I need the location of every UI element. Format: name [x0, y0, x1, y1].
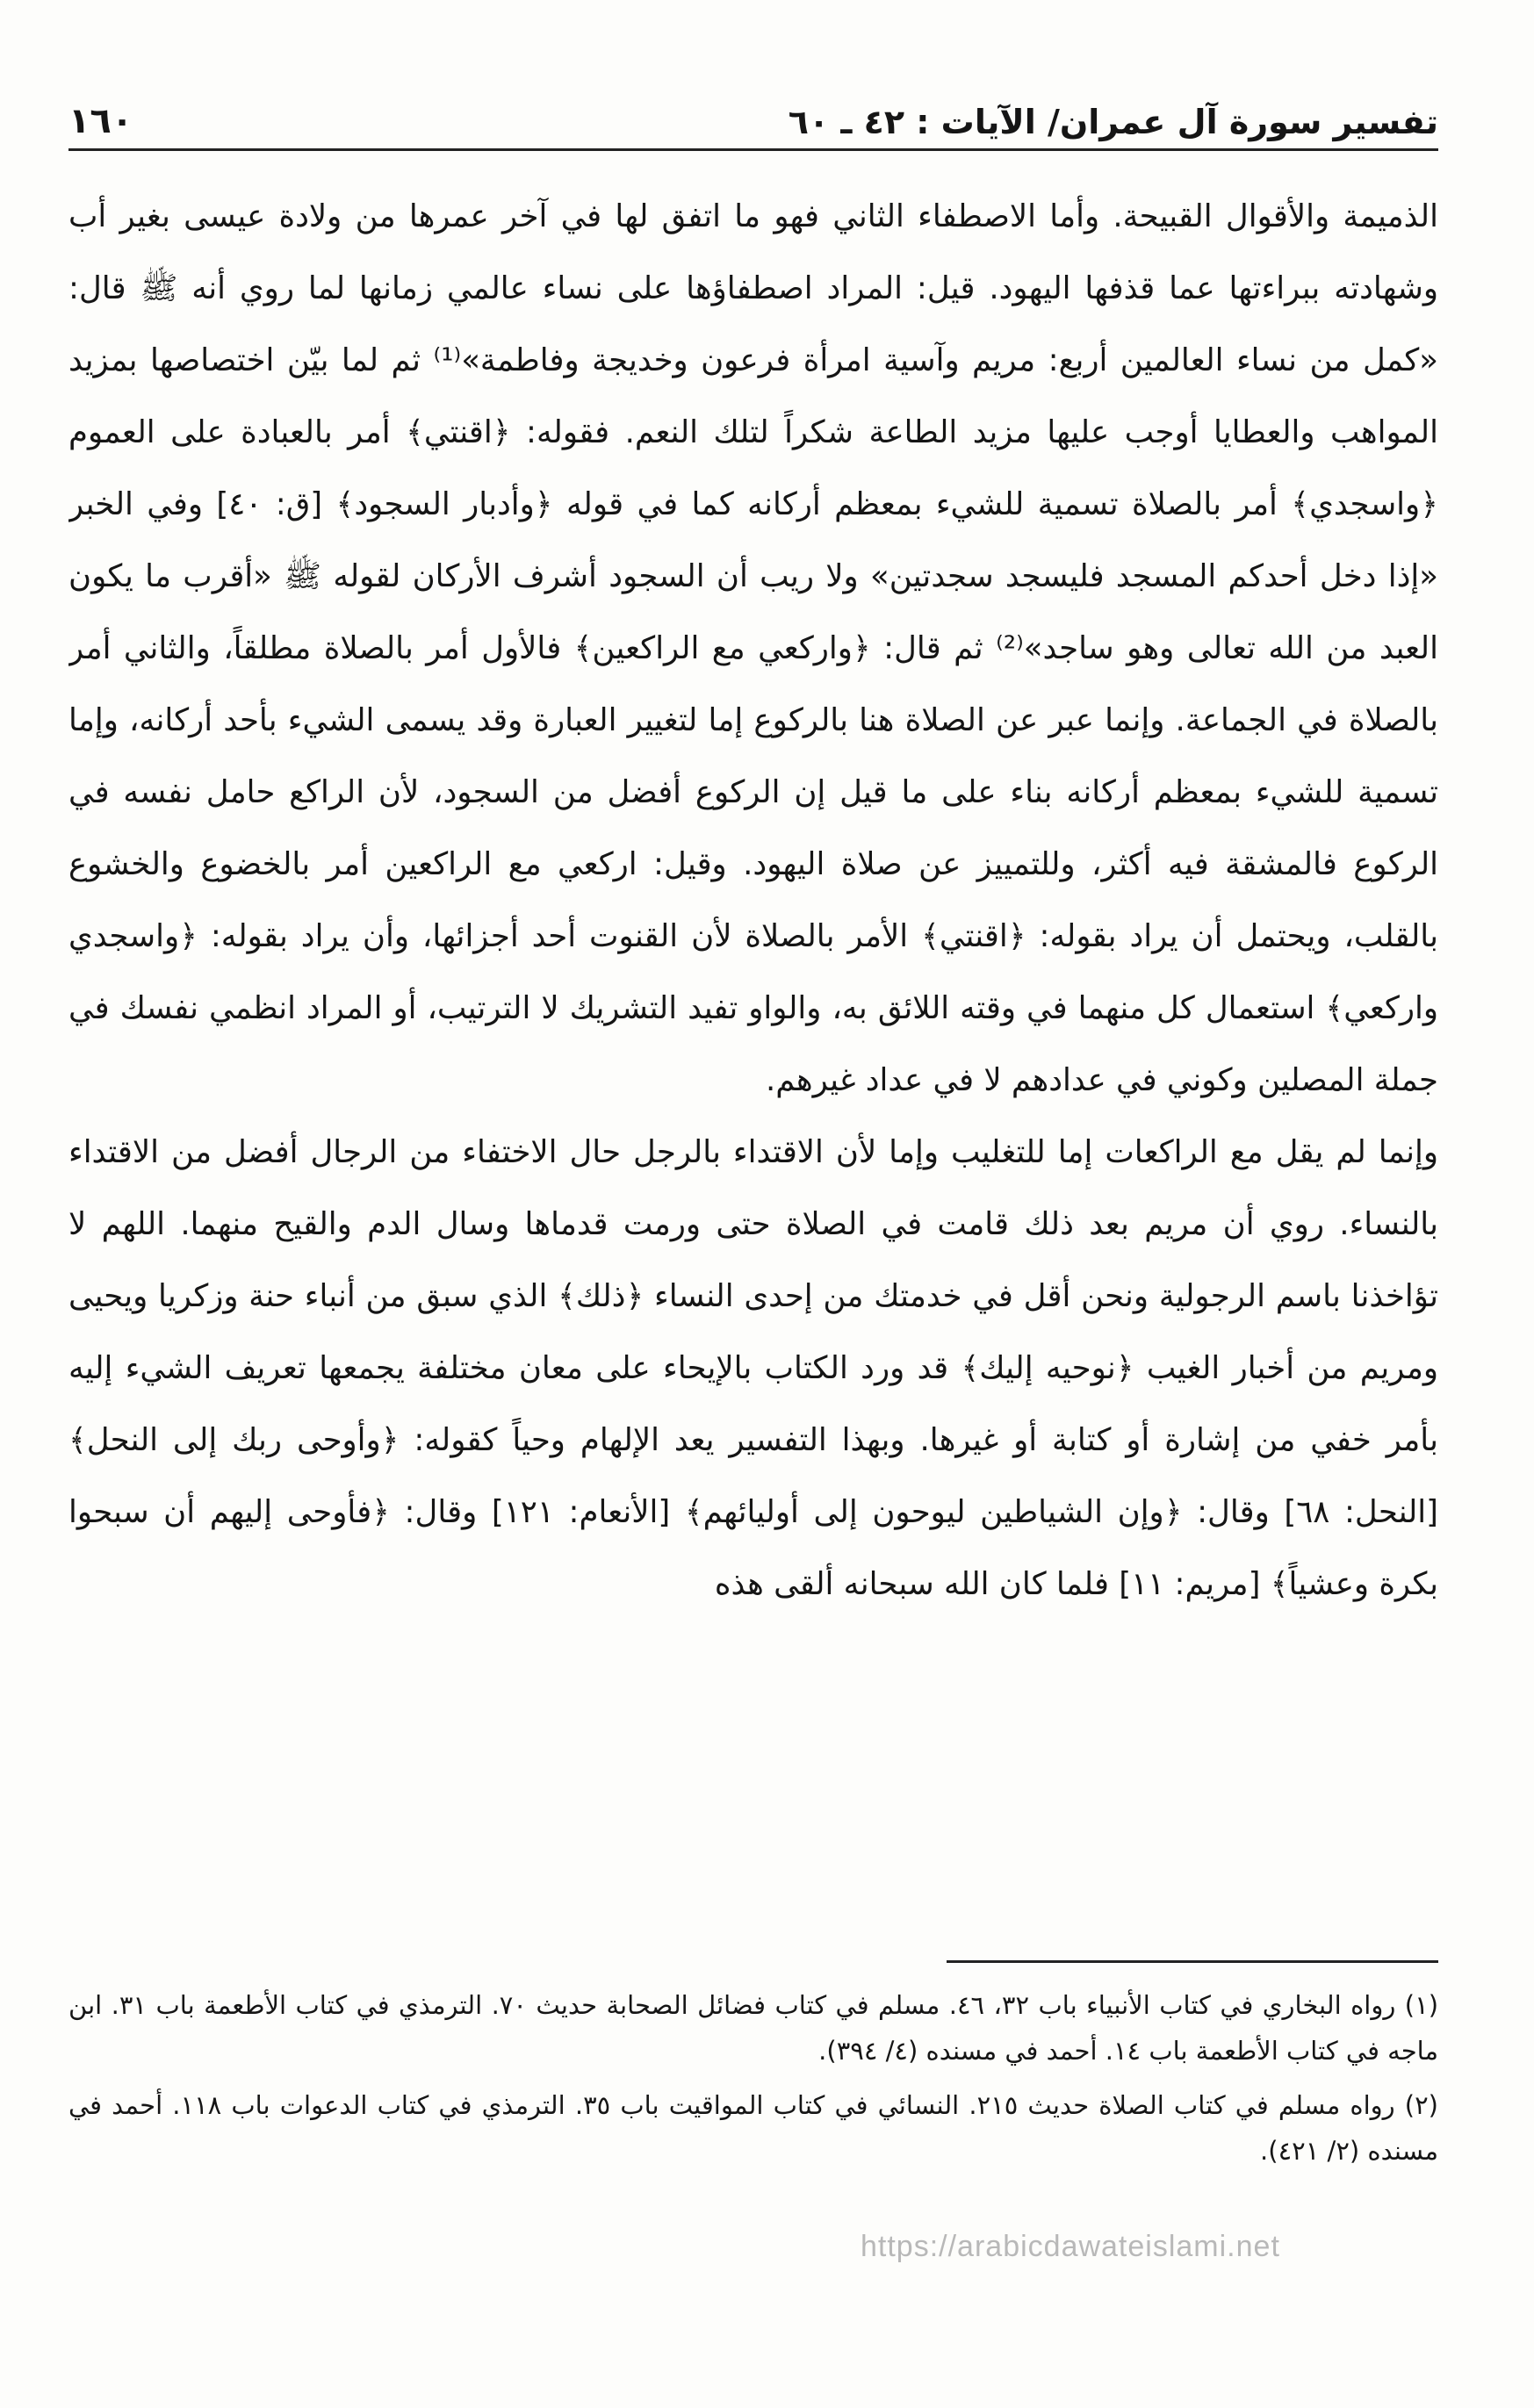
page-header	[68, 88, 1438, 151]
running-title: تفسير سورة آل عمران/ الآيات : ٤٢ ـ ٦٠	[788, 103, 1438, 141]
book-page	[68, 88, 1438, 2335]
paragraph-2: وإنما لم يقل مع الراكعات إما للتغليب وإما لأن الاقتداء بالرجل حال الاختفاء من الرجال أفضل من الاقتداء بالنساء. روي أن مريم بعد ذلك قامت في الصلاة حتى ورمت قدماها وسال الدم والقيح منهما. اللهم لا تؤاخذنا باسم الرجولية ونحن أقل في خدمتك من إحدى النساء ﴿ذلك﴾ الذي سبق من أنباء حنة وزكريا ويحيى ومريم من أخبار الغيب ﴿نوحيه إليك﴾ قد ورد الكتاب بالإيحاء على معان مختلفة يجمعها تعريف الشيء إليه بأمر خفي من إشارة أو كتابة أو غيرها. وبهذا التفسير يعد الإلهام وحياً كقوله: ﴿وأوحى ربك إلى النحل﴾ [النحل: ٦٨] وقال: ﴿وإن الشياطين ليوحون إلى أوليائهم﴾ [الأنعام: ١٢١] وقال: ﴿فأوحى إليهم أن سبحوا بكرة وعشياً﴾ [مريم: ١١] فلما كان الله سبحانه ألقى هذه	[68, 1134, 1438, 1602]
footnote-divider	[947, 1960, 1438, 1963]
footnote-2: (٢) رواه مسلم في كتاب الصلاة حديث ٢١٥. النسائي في كتاب المواقيت باب ٣٥. الترمذي في كتاب الدعوات باب ١١٨. أحمد في مسنده (٢/ ٤٢١).	[68, 2090, 1438, 2166]
paragraph-1: الذميمة والأقوال القبيحة. وأما الاصطفاء الثاني فهو ما اتفق لها في آخر عمرها من ولادة عيسى بغير أب وشهادته ببراءتها عما قذفها اليهود. قيل: المراد اصطفاؤها على نساء عالمي زمانها لما روي أنه ﷺ قال: «كمل من نساء العالمين أربع: مريم وآسية امرأة فرعون وخديجة وفاطمة»⁽¹⁾ ثم لما بيّن اختصاصها بمزيد المواهب والعطايا أوجب عليها مزيد الطاعة شكراً لتلك النعم. فقوله: ﴿اقنتي﴾ أمر بالعبادة على العموم ﴿واسجدي﴾ أمر بالصلاة تسمية للشيء بمعظم أركانه كما في قوله ﴿وأدبار السجود﴾ [ق: ٤٠] وفي الخبر «إذا دخل أحدكم المسجد فليسجد سجدتين» ولا ريب أن السجود أشرف الأركان لقوله ﷺ «أقرب ما يكون العبد من الله تعالى وهو ساجد»⁽²⁾ ثم قال: ﴿واركعي مع الراكعين﴾ فالأول أمر بالصلاة مطلقاً، والثاني أمر بالصلاة في الجماعة. وإنما عبر عن الصلاة هنا بالركوع إما لتغيير العبارة وقد يسمى الشيء بأحد أركانه، وإما تسمية للشيء بمعظم أركانه بناء على ما قيل إن الركوع أفضل من السجود، لأن الراكع حامل نفسه في الركوع فالمشقة فيه أكثر، وللتمييز عن صلاة اليهود. وقيل: اركعي مع الراكعين أمر بالخضوع والخشوع بالقلب، ويحتمل أن يراد بقوله: ﴿اقنتي﴾ الأمر بالصلاة لأن القنوت أحد أجزائها، وأن يراد بقوله: ﴿واسجدي واركعي﴾ استعمال كل منهما في وقته اللائق به، والواو تفيد التشريك لا الترتيب، أو المراد انظمي نفسك في جملة المصلين وكوني في عدادهم لا في عداد غيرهم.	[68, 198, 1438, 1098]
footnotes	[68, 1982, 1438, 2174]
main-text	[68, 181, 1438, 1923]
footnote-1: (١) رواه البخاري في كتاب الأنبياء باب ٣٢، ٤٦. مسلم في كتاب فضائل الصحابة حديث ٧٠. الترمذي في كتاب الأطعمة باب ٣١. ابن ماجه في كتاب الأطعمة باب ١٤. أحمد في مسنده (٤/ ٣٩٤).	[68, 1990, 1439, 2066]
watermark: https://arabicdawateislami.net	[861, 2230, 1280, 2263]
page-number: ١٦٠	[68, 101, 133, 141]
